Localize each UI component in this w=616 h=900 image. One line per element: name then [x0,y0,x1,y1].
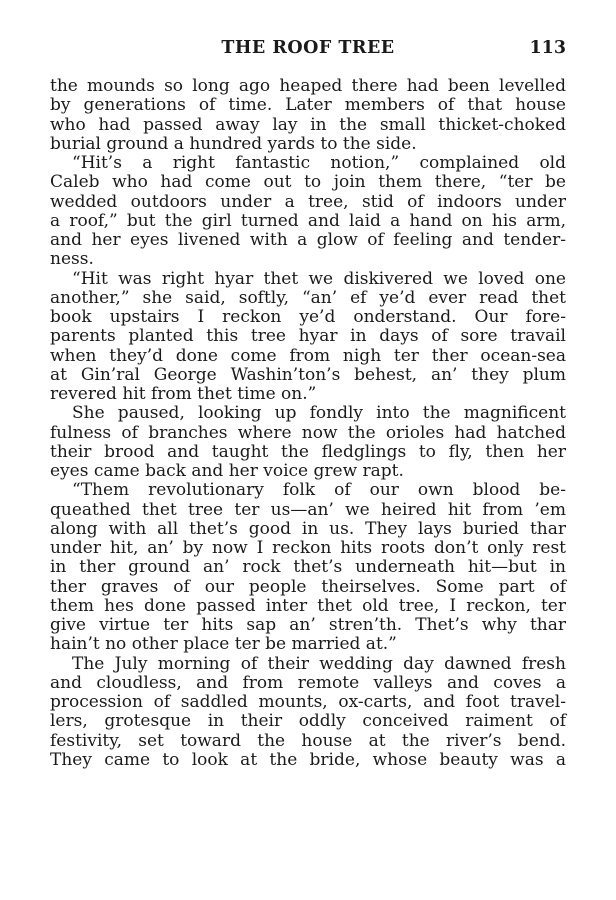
text-line: under hit, an’ by now I reckon hits roots don’t only rest [50,538,566,558]
text-line: “Them revolutionary folk of our own blood be- [72,480,566,501]
text-line: ther graves of our people theirselves. Some part of [50,576,566,597]
text-line: when they’d done come from nigh ter ther ocean-sea [50,345,566,366]
text-line: revered hit from thet time on.” [50,384,317,404]
text-line: Caleb who had come out to join them there, “ter be [50,172,566,193]
text-line: at Gin’ral George Washin’ton’s behest, an’ they plum [50,364,566,385]
text-line: They came to look at the bride, whose beauty was a [50,749,566,770]
text-line: lers, grotesque in their oddly conceived raiment of [50,711,566,732]
text-line: in ther ground an’ rock thet’s underneath hit—but in [50,557,566,578]
text-line: along with all thet’s good in us. They lays buried thar [50,518,566,539]
text-line: another,” she said, softly, “an’ ef ye’d ever read thet [50,287,566,308]
text-line: wedded outdoors under a tree, stid of indoors under [50,191,566,212]
text-line: fulness of branches where now the orioles had hatched [50,422,566,443]
text-line: and cloudless, and from remote valleys and coves a [50,672,566,693]
text-line: give virtue ter hits sap an’ stren’th. Thet’s why thar [50,615,566,635]
text-line: hain’t no other place ter be married at.” [50,634,397,655]
text-line: eyes came back and her voice grew rapt. [50,461,404,481]
text-line: who had passed away lay in the small thicket-choked [50,114,566,135]
text-line: queathed thet tree ter us—an’ we heired hit from ’em [50,499,566,520]
running-title: THE ROOF TREE [221,38,395,58]
text-line: The July morning of their wedding day dawned fresh [72,653,566,674]
text-line: a roof,” but the girl turned and laid a hand on his arm, [50,210,566,231]
text-line: “Hit was right hyar thet we diskivered we loved one [72,268,566,289]
text-line: the mounds so long ago heaped there had been levelled [50,76,566,96]
running-head [50,38,566,68]
text-line: She paused, looking up fondly into the magnificent [72,403,566,424]
text-line: parents planted this tree hyar in days of sore travail [50,326,566,347]
text-line: “Hit’s a right fantastic notion,” complained old [72,153,566,173]
text-line: festivity, set toward the house at the river’s bend. [50,730,566,751]
text-line: burial ground a hundred yards to the side. [50,133,417,154]
body-text [50,77,566,770]
text-line: and her eyes livened with a glow of feeling and tender- [50,230,566,250]
text-line: book upstairs I reckon ye’d onderstand. Our fore- [50,307,566,327]
page-number: 113 [529,38,566,58]
text-line: their brood and taught the fledglings to fly, then her [50,441,566,462]
text-line: by generations of time. Later members of that house [50,95,566,116]
text-line: ness. [50,249,94,270]
text-line: procession of saddled mounts, ox-carts, and foot travel- [50,692,566,712]
text-line: them hes done passed inter thet old tree, I reckon, ter [50,595,566,616]
